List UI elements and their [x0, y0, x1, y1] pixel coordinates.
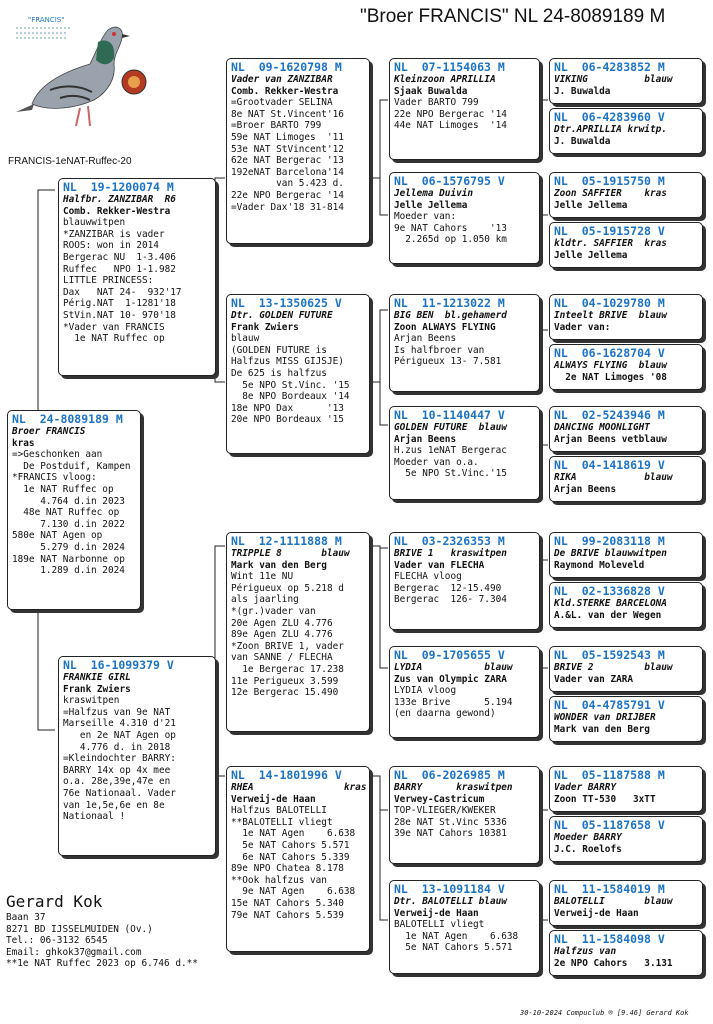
owner-line: Zoon ALWAYS FLYING	[394, 321, 496, 333]
ring-number: NL 09-1620798 M	[231, 60, 342, 74]
footer-date: 30-10-2024 Compuclub ® [9.46] Gerard Kok	[520, 1009, 689, 1017]
pigeon-name: BIG BEN bl.gehamerd	[394, 310, 507, 321]
owner-line: Frank Zwiers	[231, 321, 299, 333]
info-line: Moeder van o.a.	[394, 456, 479, 468]
ring-number: NL 11-1584019 M	[554, 882, 665, 896]
pigeon-name: DANCING MOONLIGHT	[554, 422, 650, 433]
pigeon-name: kldtr. SAFFIER kras	[554, 238, 667, 249]
ring-number: NL 02-5243946 M	[554, 408, 665, 422]
breeder-info	[6, 892, 198, 970]
card-gen5-6	[549, 344, 703, 390]
card-gen5-2	[549, 108, 703, 154]
info-line: Périgueux op 5.218 d	[231, 582, 344, 594]
owner-line: J. Buwalda	[554, 85, 611, 97]
owner-line: Arjan Beens	[394, 433, 457, 445]
pigeon-name: BRIVE 1 kraswitpen	[394, 548, 507, 559]
owner-line: Mark van den Berg	[554, 723, 650, 735]
info-line: Bergerac NU 1-3.406	[63, 251, 176, 263]
ring-number: NL 13-1350625 V	[231, 296, 342, 310]
pigeon-name: RHEA kras	[231, 782, 367, 793]
info-line: van 5.423 d.	[231, 178, 344, 190]
info-line: (en daarna gewond)	[394, 708, 496, 720]
owner-line: Arjan Beens vetblauw	[554, 433, 667, 445]
card-gen5-1	[549, 58, 703, 104]
ring-number: NL 05-1915728 V	[554, 224, 665, 238]
ring-number: NL 24-8089189 M	[12, 412, 123, 426]
pigeon-name: VIKING blauw	[554, 74, 673, 85]
info-line: van SANNE / FLECHA	[231, 652, 333, 664]
owner-line: Jelle Jellema	[394, 199, 468, 211]
pigeon-name: LYDIA blauw	[394, 662, 513, 673]
owner-line: Vader van:	[554, 321, 611, 333]
info-line: 39e NAT Cahors 10381	[394, 828, 507, 840]
info-line: 20e Agen ZLU 4.776	[231, 617, 333, 629]
ring-number: NL 14-1801996 V	[231, 768, 342, 782]
card-gen5-5	[549, 294, 703, 340]
info-line: TOP-VLIEGER/KWEKER	[394, 805, 496, 817]
info-line: blauw	[231, 333, 260, 345]
owner-line: J. Buwalda	[554, 135, 611, 147]
ring-number: NL 12-1111888 M	[231, 534, 342, 548]
info-line: 189e NAT Narbonne op	[12, 553, 125, 565]
info-line: FLECHA vloog	[394, 571, 462, 583]
card-gen5-15	[549, 880, 703, 926]
info-line: 1e Bergerac 17.238	[231, 663, 344, 675]
breeder-line: **1e NAT Ruffec 2023 op 6.746 d.**	[6, 958, 198, 970]
info-line: *ZANZIBAR is vader	[63, 228, 165, 240]
card-sire-dam-dam	[389, 406, 540, 500]
ring-number: NL 13-1091184 V	[394, 882, 505, 896]
pedigree-subtitle: FRANCIS-1eNAT-Ruffec-20	[8, 156, 132, 167]
info-line: Vader BARTO 799	[394, 97, 479, 109]
info-line: 1e NAT Agen 6.638	[231, 828, 356, 840]
info-line: 79e NAT Cahors 5.539	[231, 909, 344, 921]
info-line: =Kleindochter BARRY:	[63, 753, 176, 765]
owner-line: Vader van ZARA	[554, 673, 634, 685]
pigeon-name: Kleinzoon APRILLIA	[394, 74, 496, 85]
info-line: StVin.NAT 10- 970'18	[63, 309, 176, 321]
info-line: 12e Bergerac 15.490	[231, 687, 339, 699]
owner-line: Comb. Rekker-Westra	[63, 205, 171, 217]
info-line: De Postduif, Kampen	[12, 460, 131, 472]
ring-number: NL 11-1213022 M	[394, 296, 505, 310]
info-line: H.zus 1eNAT Bergerac	[394, 445, 507, 457]
owner-line: Zus van Olympic ZARA	[394, 673, 507, 685]
card-gen5-4	[549, 222, 703, 268]
info-line: 62e NAT Bergerac '13	[231, 155, 344, 167]
info-line: 53e NAT StVincent'12	[231, 143, 344, 155]
card-dam-sire-dam	[389, 646, 540, 738]
info-line: 1e NAT Ruffec op	[63, 333, 165, 345]
owner-line: 2e NPO Cahors 3.131	[554, 957, 673, 969]
card-sire-dam-sire	[389, 294, 540, 392]
info-line: als jaarling	[231, 594, 299, 606]
info-line: Is halfbroer van	[394, 344, 485, 356]
info-line: 8e NAT St.Vincent'16	[231, 108, 344, 120]
info-line: 76e Nationaal. Vader	[63, 787, 176, 799]
info-line: =Broer BARTO 799	[231, 120, 322, 132]
info-line: 9e NAT Agen 6.638	[231, 886, 356, 898]
info-line: **Ook halfzus van	[231, 874, 327, 886]
info-line: 133e Brive 5.194	[394, 696, 513, 708]
info-line: Halfzus MISS GIJSJE)	[231, 356, 344, 368]
info-line: 1e NAT Ruffec op	[12, 483, 114, 495]
card-gen5-11	[549, 646, 703, 692]
info-line: Moeder van:	[394, 211, 457, 223]
card-sire	[58, 178, 216, 376]
pigeon-name: Broer FRANCIS	[12, 426, 86, 437]
pigeon-name: ALWAYS FLYING blauw	[554, 360, 667, 371]
ring-number: NL 99-2083118 M	[554, 534, 665, 548]
info-line: 28e NAT St.Vinc 5336	[394, 816, 507, 828]
pigeon-name: BALOTELLI blauw	[554, 896, 673, 907]
info-line: Halfzus BALOTELLI	[231, 805, 327, 817]
card-gen5-3	[549, 172, 703, 218]
card-dam-sire	[226, 532, 370, 732]
info-line: Wint 11e NU	[231, 571, 294, 583]
info-line: Bergerac 12-15.490	[394, 582, 502, 594]
ring-number: NL 05-1915750 M	[554, 174, 665, 188]
pigeon-name: Vader van ZANZIBAR	[231, 74, 333, 85]
info-line: 5e NPO St.Vinc. '15	[231, 379, 350, 391]
pigeon-name: De BRIVE blauwwitpen	[554, 548, 667, 559]
info-line: 18e NPO Dax '13	[231, 402, 344, 414]
info-line: *Vader van FRANCIS	[63, 321, 165, 333]
info-line: *FRANCIS vloog:	[12, 472, 97, 484]
info-line: 5.279 d.in 2024	[12, 541, 125, 553]
info-line: 48e NAT Ruffec op	[12, 507, 120, 519]
owner-line: Verweij-de Haan	[554, 907, 639, 919]
ring-number: NL 04-4785791 V	[554, 698, 665, 712]
breeder-name: Gerard Kok	[6, 892, 103, 911]
info-line: 11e Perigueux 3.599	[231, 675, 339, 687]
ring-number: NL 06-4283960 V	[554, 110, 665, 124]
info-line: 4.764 d.in 2023	[12, 495, 125, 507]
info-line: 5e NAT Cahors 5.571	[231, 839, 350, 851]
owner-line: Jelle Jellema	[554, 199, 628, 211]
info-line: BALOTELLI vliegt	[394, 919, 485, 931]
info-line: LITTLE PRINCESS:	[63, 275, 154, 287]
pigeon-name: TRIPPLE 8 blauw	[231, 548, 350, 559]
info-line: 22e NPO Bergerac '14	[394, 108, 507, 120]
info-line: ROOS: won in 2014	[63, 240, 159, 252]
info-line: 5e NPO St.Vinc.'15	[394, 468, 507, 480]
info-line: 20e NPO Bordeaux '15	[231, 414, 344, 426]
info-line: =Grootvader SELINA	[231, 97, 333, 109]
ring-number: NL 05-1187658 V	[554, 818, 665, 832]
info-line: 9e NAT Cahors '13	[394, 222, 507, 234]
info-line: 1e NAT Agen 6.638	[394, 930, 519, 942]
info-line: kraswitpen	[63, 695, 120, 707]
pigeon-name: WONDER van DRIJBER	[554, 712, 656, 723]
pigeon-name: Halfbr. ZANZIBAR R6	[63, 194, 176, 205]
card-gen5-13	[549, 766, 703, 812]
info-line: van 1e,5e,6e en 8e	[63, 799, 165, 811]
info-line: Marseille 4.310 d'21	[63, 718, 176, 730]
owner-line: kras	[12, 437, 35, 449]
ring-number: NL 09-1705655 V	[394, 648, 505, 662]
card-dam-dam-sire	[389, 766, 540, 864]
ring-number: NL 07-1154063 M	[394, 60, 505, 74]
breeder-line: Email: ghkok37@gmail.com	[6, 946, 142, 958]
card-sire-sire	[226, 58, 370, 244]
ring-number: NL 02-1336828 V	[554, 584, 665, 598]
ring-number: NL 06-2026985 M	[394, 768, 505, 782]
pigeon-name: Jellema Duivin	[394, 188, 474, 199]
info-line: 44e NAT Limoges '14	[394, 120, 507, 132]
info-line: *Zoon BRIVE 1, vader	[231, 640, 344, 652]
card-gen5-12	[549, 696, 703, 742]
pigeon-name: Zoon SAFFIER kras	[554, 188, 667, 199]
owner-line: Zoon TT-530 3xTT	[554, 793, 656, 805]
pigeon-name: BARRY kraswitpen	[394, 782, 513, 793]
info-line: 8e NPO Bordeaux '14	[231, 391, 350, 403]
info-line: Périg.NAT 1-1281'18	[63, 298, 176, 310]
logo-caption: "FRANCIS"	[28, 16, 65, 24]
info-line: =Halfzus van 9e NAT	[63, 706, 171, 718]
pigeon-name: Kld.STERKE BARCELONA	[554, 598, 667, 609]
owner-line: Jelle Jellema	[554, 249, 628, 261]
card-dam	[58, 656, 216, 856]
card-sire-sire-sire	[389, 58, 540, 160]
pigeon-name: BRIVE 2 blauw	[554, 662, 673, 673]
owner-line: Frank Zwiers	[63, 683, 131, 695]
info-line: 15e NAT Cahors 5.340	[231, 897, 344, 909]
owner-line: A.&L. van der Wegen	[554, 609, 662, 621]
ring-number: NL 06-4283852 M	[554, 60, 665, 74]
owner-line: Verwey-Castricum	[394, 793, 485, 805]
info-line: 7.130 d.in 2022	[12, 518, 125, 530]
info-line: o.a. 28e,39e,47e en	[63, 776, 171, 788]
info-line: Périgueux 13- 7.581	[394, 356, 502, 368]
owner-line: Vader van FLECHA	[394, 559, 485, 571]
info-line: Ruffec NPO 1-1.982	[63, 263, 176, 275]
info-line: =>Geschonken aan	[12, 449, 103, 461]
card-pigeon-subject	[7, 410, 141, 610]
ring-number: NL 16-1099379 V	[63, 658, 174, 672]
card-dam-dam-dam	[389, 880, 540, 974]
pigeon-name: FRANKIE GIRL	[63, 672, 131, 683]
owner-line: Comb. Rekker-Westra	[231, 85, 339, 97]
info-line: 580e NAT Agen op	[12, 530, 103, 542]
info-line: 59e NAT Limoges '11	[231, 131, 344, 143]
info-line: 2.265d op 1.050 km	[394, 234, 507, 246]
ring-number: NL 04-1029780 M	[554, 296, 665, 310]
page-title: "Broer FRANCIS" NL 24-8089189 M	[360, 6, 666, 27]
info-line: 89e NPO Chatea 8.178	[231, 863, 344, 875]
info-line: 6e NAT Cahors 5.339	[231, 851, 350, 863]
ring-number: NL 10-1140447 V	[394, 408, 505, 422]
info-line: De 625 is halfzus	[231, 367, 327, 379]
info-line: 1.289 d.in 2024	[12, 565, 125, 577]
info-line: BARRY 14x op 4x mee	[63, 764, 171, 776]
pigeon-name: Moeder BARRY	[554, 832, 622, 843]
card-gen5-7	[549, 406, 703, 452]
pigeon-name: Dtr. GOLDEN FUTURE	[231, 310, 333, 321]
pigeon-name: Halfzus van	[554, 946, 617, 957]
owner-line: Raymond Moleveld	[554, 559, 645, 571]
pigeon-name: Dtr. BALOTELLI blauw	[394, 896, 507, 907]
info-line: Dax NAT 24- 932'17	[63, 286, 182, 298]
ring-number: NL 11-1584098 V	[554, 932, 665, 946]
pigeon-name: Vader BARRY	[554, 782, 617, 793]
owner-line: Sjaak Buwalda	[394, 85, 468, 97]
info-line: Bergerac 126- 7.304	[394, 594, 507, 606]
card-sire-sire-dam	[389, 172, 540, 264]
owner-line: Verweij-de Haan	[394, 907, 479, 919]
ring-number: NL 05-1187588 M	[554, 768, 665, 782]
card-gen5-16	[549, 930, 703, 976]
ring-number: NL 06-1576795 V	[394, 174, 505, 188]
owner-line: J.C. Roelofs	[554, 843, 622, 855]
card-dam-dam	[226, 766, 370, 952]
info-line: **BALOTELLI vliegt	[231, 816, 333, 828]
card-sire-dam	[226, 294, 370, 454]
ring-number: NL 06-1628704 V	[554, 346, 665, 360]
owner-line: Verweij-de Haan	[231, 793, 316, 805]
info-line: LYDIA vloog	[394, 685, 457, 697]
info-line: *(gr.)vader van	[231, 605, 316, 617]
pigeon-name: Dtr.APRILLIA krwitp.	[554, 124, 667, 135]
ring-number: NL 05-1592543 M	[554, 648, 665, 662]
pigeon-name: Inteelt BRIVE blauw	[554, 310, 667, 321]
card-gen5-10	[549, 582, 703, 628]
info-line: 4.776 d. in 2018	[63, 741, 171, 753]
info-line: (GOLDEN FUTURE is	[231, 344, 327, 356]
breeder-line: Baan 37	[6, 912, 46, 923]
owner-line: 2e NAT Limoges '08	[554, 371, 667, 383]
info-line: Arjan Beens	[394, 333, 457, 345]
info-line: 192eNAT Barcelona'14	[231, 166, 344, 178]
ring-number: NL 19-1200074 M	[63, 180, 174, 194]
info-line: Nationaal !	[63, 811, 126, 823]
card-dam-sire-sire	[389, 532, 540, 630]
pigeon-name: GOLDEN FUTURE blauw	[394, 422, 507, 433]
info-line: en 2e NAT Agen op	[63, 729, 176, 741]
ring-number: NL 04-1418619 V	[554, 458, 665, 472]
card-gen5-9	[549, 532, 703, 578]
owner-line: Arjan Beens	[554, 483, 617, 495]
card-gen5-14	[549, 816, 703, 862]
info-line: 89e Agen ZLU 4.776	[231, 629, 333, 641]
info-line: 22e NPO Bergerac '14	[231, 189, 344, 201]
owner-line: Mark van den Berg	[231, 559, 327, 571]
breeder-line: 8271 BD IJSSELMUIDEN (Ov.)	[6, 923, 153, 935]
pigeon-name: RIKA blauw	[554, 472, 673, 483]
info-line: 5e NAT Cahors 5.571	[394, 942, 513, 954]
info-line: blauwwitpen	[63, 217, 126, 229]
info-line: =Vader Dax'18 31-814	[231, 201, 344, 213]
breeder-line: Tel.: 06-3132 6545	[6, 935, 108, 947]
ring-number: NL 03-2326353 M	[394, 534, 505, 548]
card-gen5-8	[549, 456, 703, 502]
